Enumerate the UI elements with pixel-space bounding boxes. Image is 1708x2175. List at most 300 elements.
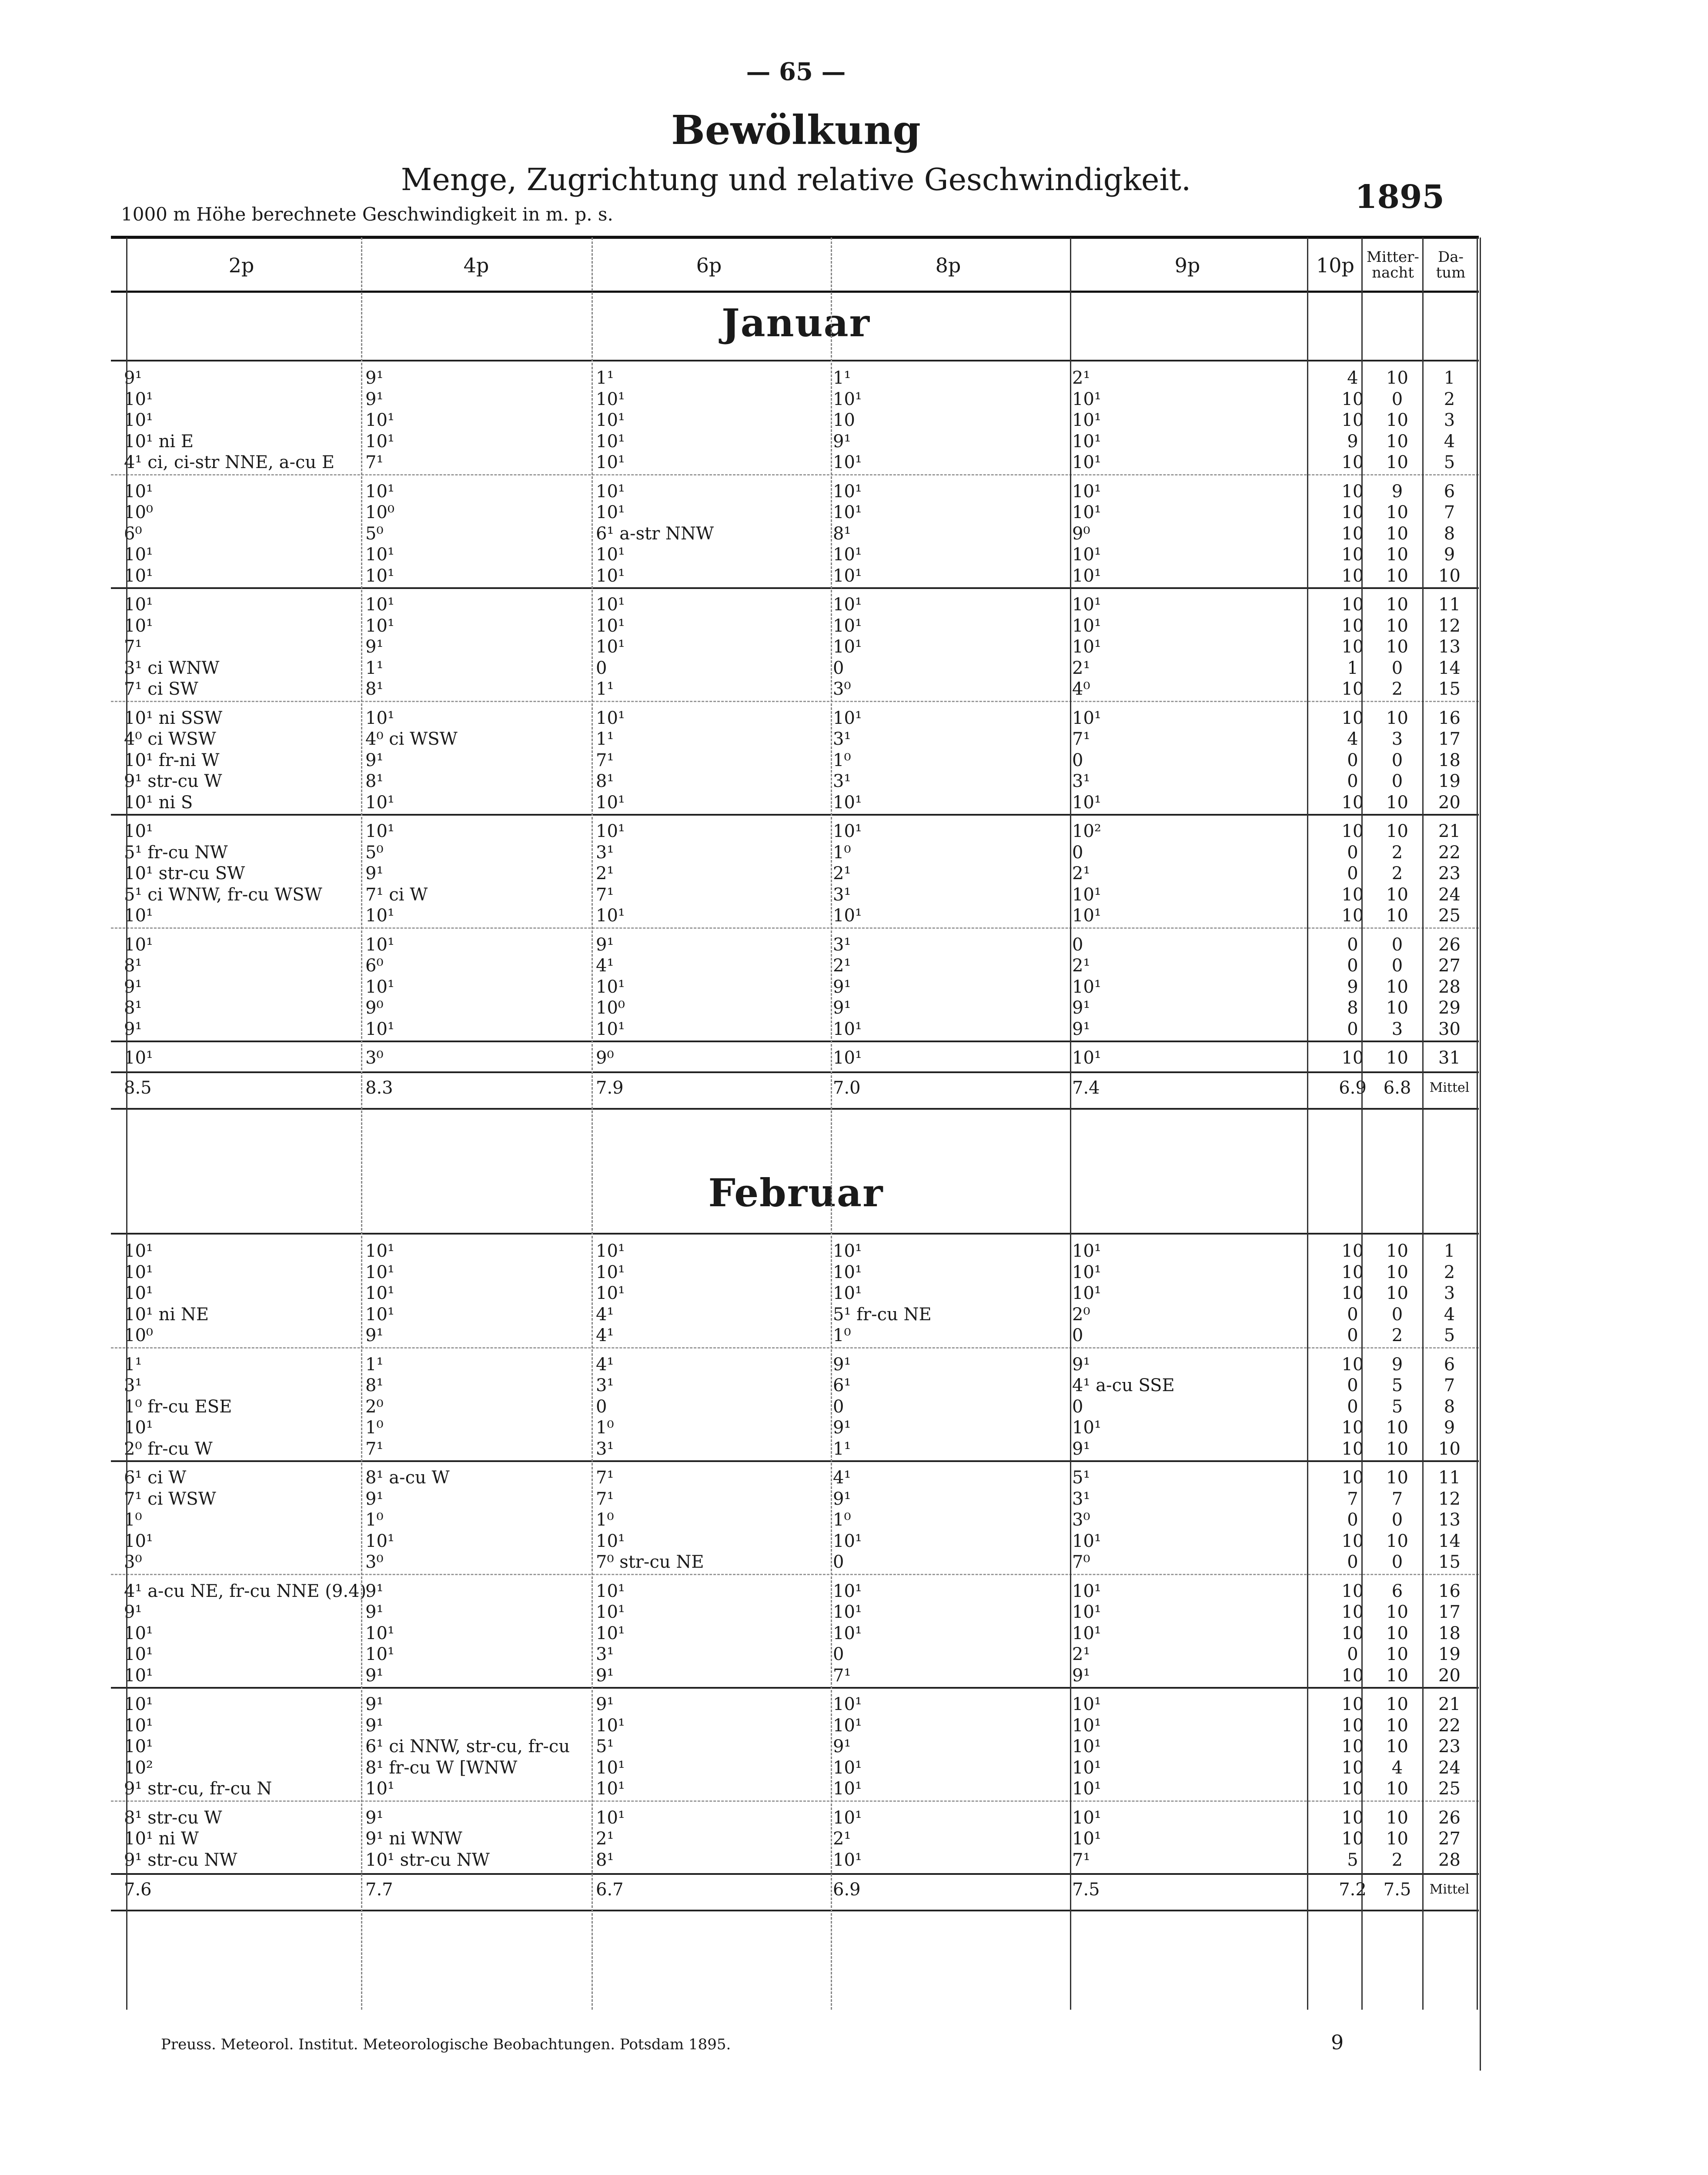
cell-9p: 10¹ [1072, 1262, 1101, 1282]
cell-midnight: 10 [1386, 1694, 1408, 1714]
table-row [111, 1509, 1479, 1530]
cell-2p: 10¹ [124, 1283, 153, 1303]
cell-date: 12 [1438, 1489, 1461, 1509]
cell-9p: 10¹ [1072, 389, 1101, 409]
cell-9p: 10² [1072, 821, 1101, 841]
cell-4p: 10¹ [365, 708, 394, 728]
cell-8p: 9¹ [833, 998, 851, 1018]
cell-10p: 10 [1341, 481, 1364, 502]
cell-6p: 9¹ [596, 1665, 614, 1686]
mean-cell-10p: 7.2 [1339, 1880, 1367, 1900]
cell-8p: 3¹ [833, 729, 851, 749]
cell-4p: 10¹ [365, 1283, 394, 1303]
cell-4p: 5⁰ [365, 842, 384, 863]
table-row [111, 616, 1479, 636]
cell-date: 7 [1444, 502, 1455, 522]
mean-cell-2p: 7.6 [124, 1880, 152, 1900]
cell-6p: 10¹ [596, 708, 625, 728]
cell-midnight: 9 [1391, 1354, 1403, 1375]
cell-10p: 1 [1347, 658, 1358, 678]
table-row [111, 1354, 1479, 1375]
cell-2p: 7¹ ci SW [124, 679, 198, 699]
cell-2p: 10¹ [124, 1262, 153, 1282]
cell-4p: 9¹ [365, 1325, 384, 1345]
cell-8p: 10¹ [833, 545, 862, 565]
table-row [111, 1552, 1479, 1573]
mean-cell-8p: 7.0 [833, 1077, 861, 1098]
month-rule [111, 360, 1479, 361]
cell-9p: 10¹ [1072, 616, 1101, 636]
cell-9p: 9¹ [1072, 998, 1090, 1018]
cell-10p: 10 [1341, 1665, 1364, 1686]
cell-8p: 10¹ [833, 1715, 862, 1736]
cell-4p: 8¹ a-cu W [365, 1468, 450, 1488]
cell-2p: 10¹ [124, 1531, 153, 1551]
cell-10p: 10 [1341, 1602, 1364, 1622]
cell-8p: 0 [833, 1644, 844, 1664]
cell-8p: 10¹ [833, 1241, 862, 1261]
column-header-10p: 10p [1316, 253, 1354, 277]
cell-4p: 10¹ [365, 1241, 394, 1261]
cell-4p: 5⁰ [365, 523, 384, 544]
cell-4p: 9¹ [365, 1694, 384, 1714]
cell-8p: 10¹ [833, 1757, 862, 1778]
cell-midnight: 10 [1386, 1439, 1408, 1459]
cell-8p: 10¹ [833, 821, 862, 841]
cell-date: 20 [1438, 1665, 1461, 1686]
cell-4p: 10¹ [365, 1304, 394, 1325]
mean-row [111, 1077, 1479, 1098]
cell-6p: 9¹ [596, 934, 614, 955]
cell-date: 26 [1438, 934, 1461, 955]
cell-date: 7 [1444, 1375, 1455, 1395]
cell-4p: 9¹ [365, 1807, 384, 1828]
cell-10p: 10 [1341, 1048, 1364, 1068]
cell-4p: 8¹ fr-cu W [WNW [365, 1757, 518, 1778]
cell-midnight: 0 [1391, 389, 1403, 409]
cell-midnight: 3 [1391, 729, 1403, 749]
cell-midnight: 10 [1386, 637, 1408, 657]
cell-date: 25 [1438, 906, 1461, 926]
table-row [111, 955, 1479, 976]
table-row [111, 431, 1479, 452]
cell-6p: 10¹ [596, 1602, 625, 1622]
cell-midnight: 10 [1386, 452, 1408, 472]
table-row [111, 1019, 1479, 1040]
table-row [111, 1715, 1479, 1736]
cell-9p: 10¹ [1072, 1623, 1101, 1643]
table-row [111, 658, 1479, 679]
mean-cell-9p: 7.5 [1072, 1880, 1100, 1900]
table-row [111, 523, 1479, 544]
cell-8p: 5¹ fr-cu NE [833, 1304, 932, 1325]
table-row [111, 1694, 1479, 1715]
cell-10p: 0 [1347, 956, 1358, 976]
cell-6p: 1¹ [596, 368, 614, 388]
cell-6p: 1⁰ [596, 1510, 614, 1530]
cell-10p: 10 [1341, 1354, 1364, 1375]
cell-6p: 10¹ [596, 1807, 625, 1828]
cell-6p: 2¹ [596, 1829, 614, 1849]
cell-9p: 10¹ [1072, 1581, 1101, 1601]
table-row [111, 1417, 1479, 1438]
cell-8p: 6¹ [833, 1375, 851, 1395]
cell-9p: 10¹ [1072, 1829, 1101, 1849]
cell-8p: 9¹ [833, 1489, 851, 1509]
cell-midnight: 10 [1386, 1241, 1408, 1261]
cell-midnight: 10 [1386, 545, 1408, 565]
cell-date: 22 [1438, 1715, 1461, 1736]
cell-date: 25 [1438, 1779, 1461, 1799]
cell-4p: 9¹ ni WNW [365, 1829, 462, 1849]
cell-10p: 4 [1347, 368, 1358, 388]
cell-9p: 2⁰ [1072, 1304, 1090, 1325]
column-header-2p: 2p [228, 253, 254, 277]
cell-10p: 0 [1347, 1396, 1358, 1417]
mean-rule [111, 1873, 1479, 1875]
cell-8p: 2¹ [833, 956, 851, 976]
cell-9p: 10¹ [1072, 1283, 1101, 1303]
cell-6p: 7⁰ str-cu NE [596, 1552, 704, 1572]
cell-8p: 10¹ [833, 616, 862, 636]
cell-midnight: 9 [1391, 481, 1403, 502]
cell-4p: 10¹ [365, 1779, 394, 1799]
cell-midnight: 10 [1386, 1283, 1408, 1303]
cell-midnight: 6 [1391, 1581, 1403, 1601]
cell-4p: 10¹ [365, 1019, 394, 1039]
cell-8p: 10¹ [833, 1048, 862, 1068]
cell-midnight: 10 [1386, 1623, 1408, 1643]
cell-6p: 10¹ [596, 452, 625, 472]
cell-10p: 0 [1347, 1304, 1358, 1325]
cell-date: 5 [1444, 452, 1455, 472]
mean-cell-midnight: 6.8 [1383, 1077, 1411, 1098]
cell-6p: 1¹ [596, 679, 614, 699]
cell-8p: 9¹ [833, 1737, 851, 1757]
mean-cell-4p: 7.7 [365, 1880, 393, 1900]
cell-midnight: 2 [1391, 1850, 1403, 1870]
cell-8p: 3¹ [833, 884, 851, 905]
table-row [111, 905, 1479, 926]
cell-2p: 10¹ fr-ni W [124, 750, 220, 770]
cell-8p: 10¹ [833, 1602, 862, 1622]
cell-midnight: 10 [1386, 792, 1408, 813]
cell-2p: 10¹ [124, 1644, 153, 1664]
cell-6p: 9⁰ [596, 1048, 614, 1068]
cell-date: 26 [1438, 1807, 1461, 1828]
page-number: — 65 — [746, 57, 846, 86]
cell-2p: 3¹ ci WNW [124, 658, 220, 678]
cell-2p: 10⁰ [124, 1325, 153, 1345]
cell-4p: 4⁰ ci WSW [365, 729, 458, 749]
cell-date: 22 [1438, 842, 1461, 863]
cell-midnight: 10 [1386, 977, 1408, 997]
cell-8p: 10¹ [833, 1779, 862, 1799]
cell-midnight: 0 [1391, 658, 1403, 678]
cell-8p: 10¹ [833, 595, 862, 615]
cell-2p: 10¹ ni NE [124, 1304, 209, 1325]
cell-8p: 10¹ [833, 906, 862, 926]
cell-6p: 4¹ [596, 1304, 614, 1325]
mean-row [111, 1879, 1479, 1900]
cell-2p: 3⁰ [124, 1552, 142, 1572]
table-row [111, 368, 1479, 388]
cell-6p: 3¹ [596, 842, 614, 863]
page-year: 1895 [1355, 178, 1444, 216]
cell-date: 27 [1438, 956, 1461, 976]
cell-8p: 1⁰ [833, 1325, 851, 1345]
cell-9p: 10¹ [1072, 452, 1101, 472]
cell-10p: 5 [1347, 1850, 1358, 1870]
cell-2p: 10⁰ [124, 502, 153, 522]
cell-9p: 4¹ a-cu SSE [1072, 1375, 1175, 1395]
month-rule [111, 1233, 1479, 1235]
cell-4p: 3⁰ [365, 1552, 384, 1572]
cell-9p: 9¹ [1072, 1439, 1090, 1459]
cell-9p: 10¹ [1072, 977, 1101, 997]
cell-2p: 9¹ [124, 977, 142, 997]
column-header-date: Da-tum [1436, 248, 1466, 281]
table-row [111, 1241, 1479, 1262]
cell-10p: 10 [1341, 1715, 1364, 1736]
cell-4p: 10¹ [365, 1262, 394, 1282]
cell-10p: 0 [1347, 750, 1358, 770]
table-row [111, 1304, 1479, 1325]
cell-date: 28 [1438, 977, 1461, 997]
table-row [111, 1283, 1479, 1304]
table-row [111, 1047, 1479, 1068]
cell-4p: 3⁰ [365, 1048, 384, 1068]
cell-date: 13 [1438, 1510, 1461, 1530]
cell-midnight: 10 [1386, 502, 1408, 522]
cell-8p: 10¹ [833, 452, 862, 472]
group-separator [111, 701, 1479, 702]
mean-cell-8p: 6.9 [833, 1880, 861, 1900]
cell-date: 29 [1438, 998, 1461, 1018]
cell-date: 24 [1438, 884, 1461, 905]
cell-4p: 10¹ [365, 616, 394, 636]
cell-8p: 2¹ [833, 1829, 851, 1849]
mean-label: Mittel [1429, 1080, 1470, 1095]
cell-2p: 7¹ [124, 637, 142, 657]
cell-10p: 10 [1341, 1418, 1364, 1438]
cell-2p: 8¹ [124, 998, 142, 1018]
cell-9p: 10¹ [1072, 595, 1101, 615]
table-row [111, 1736, 1479, 1757]
cell-6p: 10¹ [596, 1779, 625, 1799]
cell-6p: 1⁰ [596, 1418, 614, 1438]
month-bottom-rule [111, 1108, 1479, 1110]
cell-midnight: 0 [1391, 956, 1403, 976]
cell-4p: 9¹ [365, 1715, 384, 1736]
cell-2p: 10¹ ni W [124, 1829, 199, 1849]
column-header-midnight: Mitter-nacht [1367, 248, 1419, 281]
cell-date: 20 [1438, 792, 1461, 813]
cell-4p: 6¹ ci NNW, str-cu, fr-cu [365, 1737, 570, 1757]
cell-2p: 1⁰ fr-cu ESE [124, 1396, 232, 1417]
cell-6p: 7¹ [596, 1489, 614, 1509]
cell-10p: 0 [1347, 1552, 1358, 1572]
cell-10p: 9 [1347, 431, 1358, 452]
cell-10p: 10 [1341, 1737, 1364, 1757]
cell-10p: 0 [1347, 771, 1358, 791]
cell-date: 10 [1438, 566, 1461, 586]
cell-10p: 0 [1347, 1510, 1358, 1530]
cell-6p: 10¹ [596, 821, 625, 841]
cell-6p: 1¹ [596, 729, 614, 749]
cell-date: 9 [1444, 1418, 1455, 1438]
cell-8p: 0 [833, 1552, 844, 1572]
column-divider [1422, 238, 1424, 2010]
cell-4p: 9¹ [365, 389, 384, 409]
cell-4p: 9¹ [365, 750, 384, 770]
cell-2p: 10¹ [124, 1715, 153, 1736]
cell-8p: 9¹ [833, 1354, 851, 1375]
cell-4p: 10¹ [365, 1644, 394, 1664]
cell-10p: 10 [1341, 884, 1364, 905]
table-row [111, 977, 1479, 997]
cell-date: 11 [1438, 595, 1461, 615]
cell-date: 15 [1438, 679, 1461, 699]
cell-4p: 10¹ [365, 410, 394, 430]
cell-8p: 10¹ [833, 1623, 862, 1643]
cell-9p: 2¹ [1072, 863, 1090, 883]
cell-6p: 10¹ [596, 1715, 625, 1736]
cell-6p: 10¹ [596, 616, 625, 636]
cell-2p: 8¹ [124, 956, 142, 976]
table-row [111, 1467, 1479, 1488]
cell-2p: 5¹ fr-cu NW [124, 842, 228, 863]
cell-4p: 7¹ [365, 1439, 384, 1459]
cell-2p: 10¹ [124, 595, 153, 615]
cell-date: 15 [1438, 1552, 1461, 1572]
table-row [111, 1325, 1479, 1346]
cell-10p: 8 [1347, 998, 1358, 1018]
cell-date: 21 [1438, 1694, 1461, 1714]
cell-date: 4 [1444, 1304, 1455, 1325]
cell-2p: 4⁰ ci WSW [124, 729, 216, 749]
table-row [111, 410, 1479, 431]
cell-2p: 6⁰ [124, 523, 142, 544]
cell-10p: 10 [1341, 523, 1364, 544]
cell-4p: 2⁰ [365, 1396, 384, 1417]
cell-8p: 3¹ [833, 934, 851, 955]
cell-6p: 10¹ [596, 1531, 625, 1551]
cell-midnight: 10 [1386, 616, 1408, 636]
cell-date: 14 [1438, 1531, 1461, 1551]
cell-6p: 10¹ [596, 1241, 625, 1261]
cell-10p: 10 [1341, 1468, 1364, 1488]
table-row [111, 863, 1479, 884]
cell-4p: 9¹ [365, 637, 384, 657]
cell-9p: 7¹ [1072, 1850, 1090, 1870]
cell-10p: 10 [1341, 545, 1364, 565]
cell-10p: 9 [1347, 977, 1358, 997]
cell-2p: 10¹ [124, 1665, 153, 1686]
cell-midnight: 0 [1391, 1552, 1403, 1572]
cell-8p: 10¹ [833, 1531, 862, 1551]
cell-10p: 10 [1341, 637, 1364, 657]
cell-2p: 10¹ [124, 616, 153, 636]
cell-9p: 0 [1072, 1396, 1083, 1417]
cell-9p: 10¹ [1072, 906, 1101, 926]
cell-date: 1 [1444, 368, 1455, 388]
cell-10p: 10 [1341, 906, 1364, 926]
cell-9p: 2¹ [1072, 1644, 1090, 1664]
cell-date: 23 [1438, 1737, 1461, 1757]
cell-10p: 0 [1347, 1644, 1358, 1664]
cell-10p: 10 [1341, 1623, 1364, 1643]
cell-10p: 10 [1341, 452, 1364, 472]
table-row [111, 708, 1479, 729]
cell-2p: 10¹ [124, 1241, 153, 1261]
column-divider [831, 238, 832, 2010]
mean-cell-2p: 8.5 [124, 1077, 152, 1098]
cell-2p: 10¹ [124, 389, 153, 409]
group-separator [111, 1800, 1479, 1802]
cell-date: 17 [1438, 729, 1461, 749]
table-row [111, 1665, 1479, 1686]
table-row [111, 389, 1479, 410]
cell-4p: 10¹ [365, 821, 394, 841]
cell-9p: 3¹ [1072, 771, 1090, 791]
table-row [111, 636, 1479, 657]
cell-4p: 10¹ [365, 481, 394, 502]
cell-midnight: 2 [1391, 863, 1403, 883]
cell-2p: 10¹ [124, 1418, 153, 1438]
month-title: Januar [722, 300, 870, 345]
cell-date: 14 [1438, 658, 1461, 678]
cell-midnight: 3 [1391, 1019, 1403, 1039]
cell-date: 10 [1438, 1439, 1461, 1459]
cell-midnight: 0 [1391, 1510, 1403, 1530]
cell-midnight: 10 [1386, 368, 1408, 388]
group-separator [111, 1041, 1479, 1042]
cell-midnight: 0 [1391, 771, 1403, 791]
cell-4p: 9⁰ [365, 998, 384, 1018]
cell-6p: 3¹ [596, 1439, 614, 1459]
cell-2p: 8¹ str-cu W [124, 1807, 222, 1828]
cell-10p: 10 [1341, 679, 1364, 699]
cell-4p: 10¹ [365, 1531, 394, 1551]
table-row [111, 502, 1479, 523]
cell-4p: 9¹ [365, 1602, 384, 1622]
cell-2p: 10¹ [124, 821, 153, 841]
cell-8p: 10¹ [833, 502, 862, 522]
cell-midnight: 2 [1391, 1325, 1403, 1345]
table-row [111, 997, 1479, 1018]
cell-9p: 10¹ [1072, 1241, 1101, 1261]
cell-8p: 10¹ [833, 1694, 862, 1714]
mean-cell-4p: 8.3 [365, 1077, 393, 1098]
cell-9p: 10¹ [1072, 1602, 1101, 1622]
cell-9p: 9¹ [1072, 1665, 1090, 1686]
cell-4p: 9¹ [365, 1665, 384, 1686]
cell-4p: 10¹ [365, 906, 394, 926]
cell-6p: 3¹ [596, 1644, 614, 1664]
cell-8p: 10¹ [833, 792, 862, 813]
cell-8p: 9¹ [833, 1418, 851, 1438]
cell-2p: 10¹ [124, 1048, 153, 1068]
cell-date: 23 [1438, 863, 1461, 883]
table-row [111, 481, 1479, 502]
cell-2p: 5¹ ci WNW, fr-cu WSW [124, 884, 322, 905]
cell-6p: 6¹ a-str NNW [596, 523, 714, 544]
table-row [111, 1644, 1479, 1665]
cell-2p: 10¹ [124, 1694, 153, 1714]
cell-6p: 10¹ [596, 1581, 625, 1601]
cell-10p: 0 [1347, 1019, 1358, 1039]
